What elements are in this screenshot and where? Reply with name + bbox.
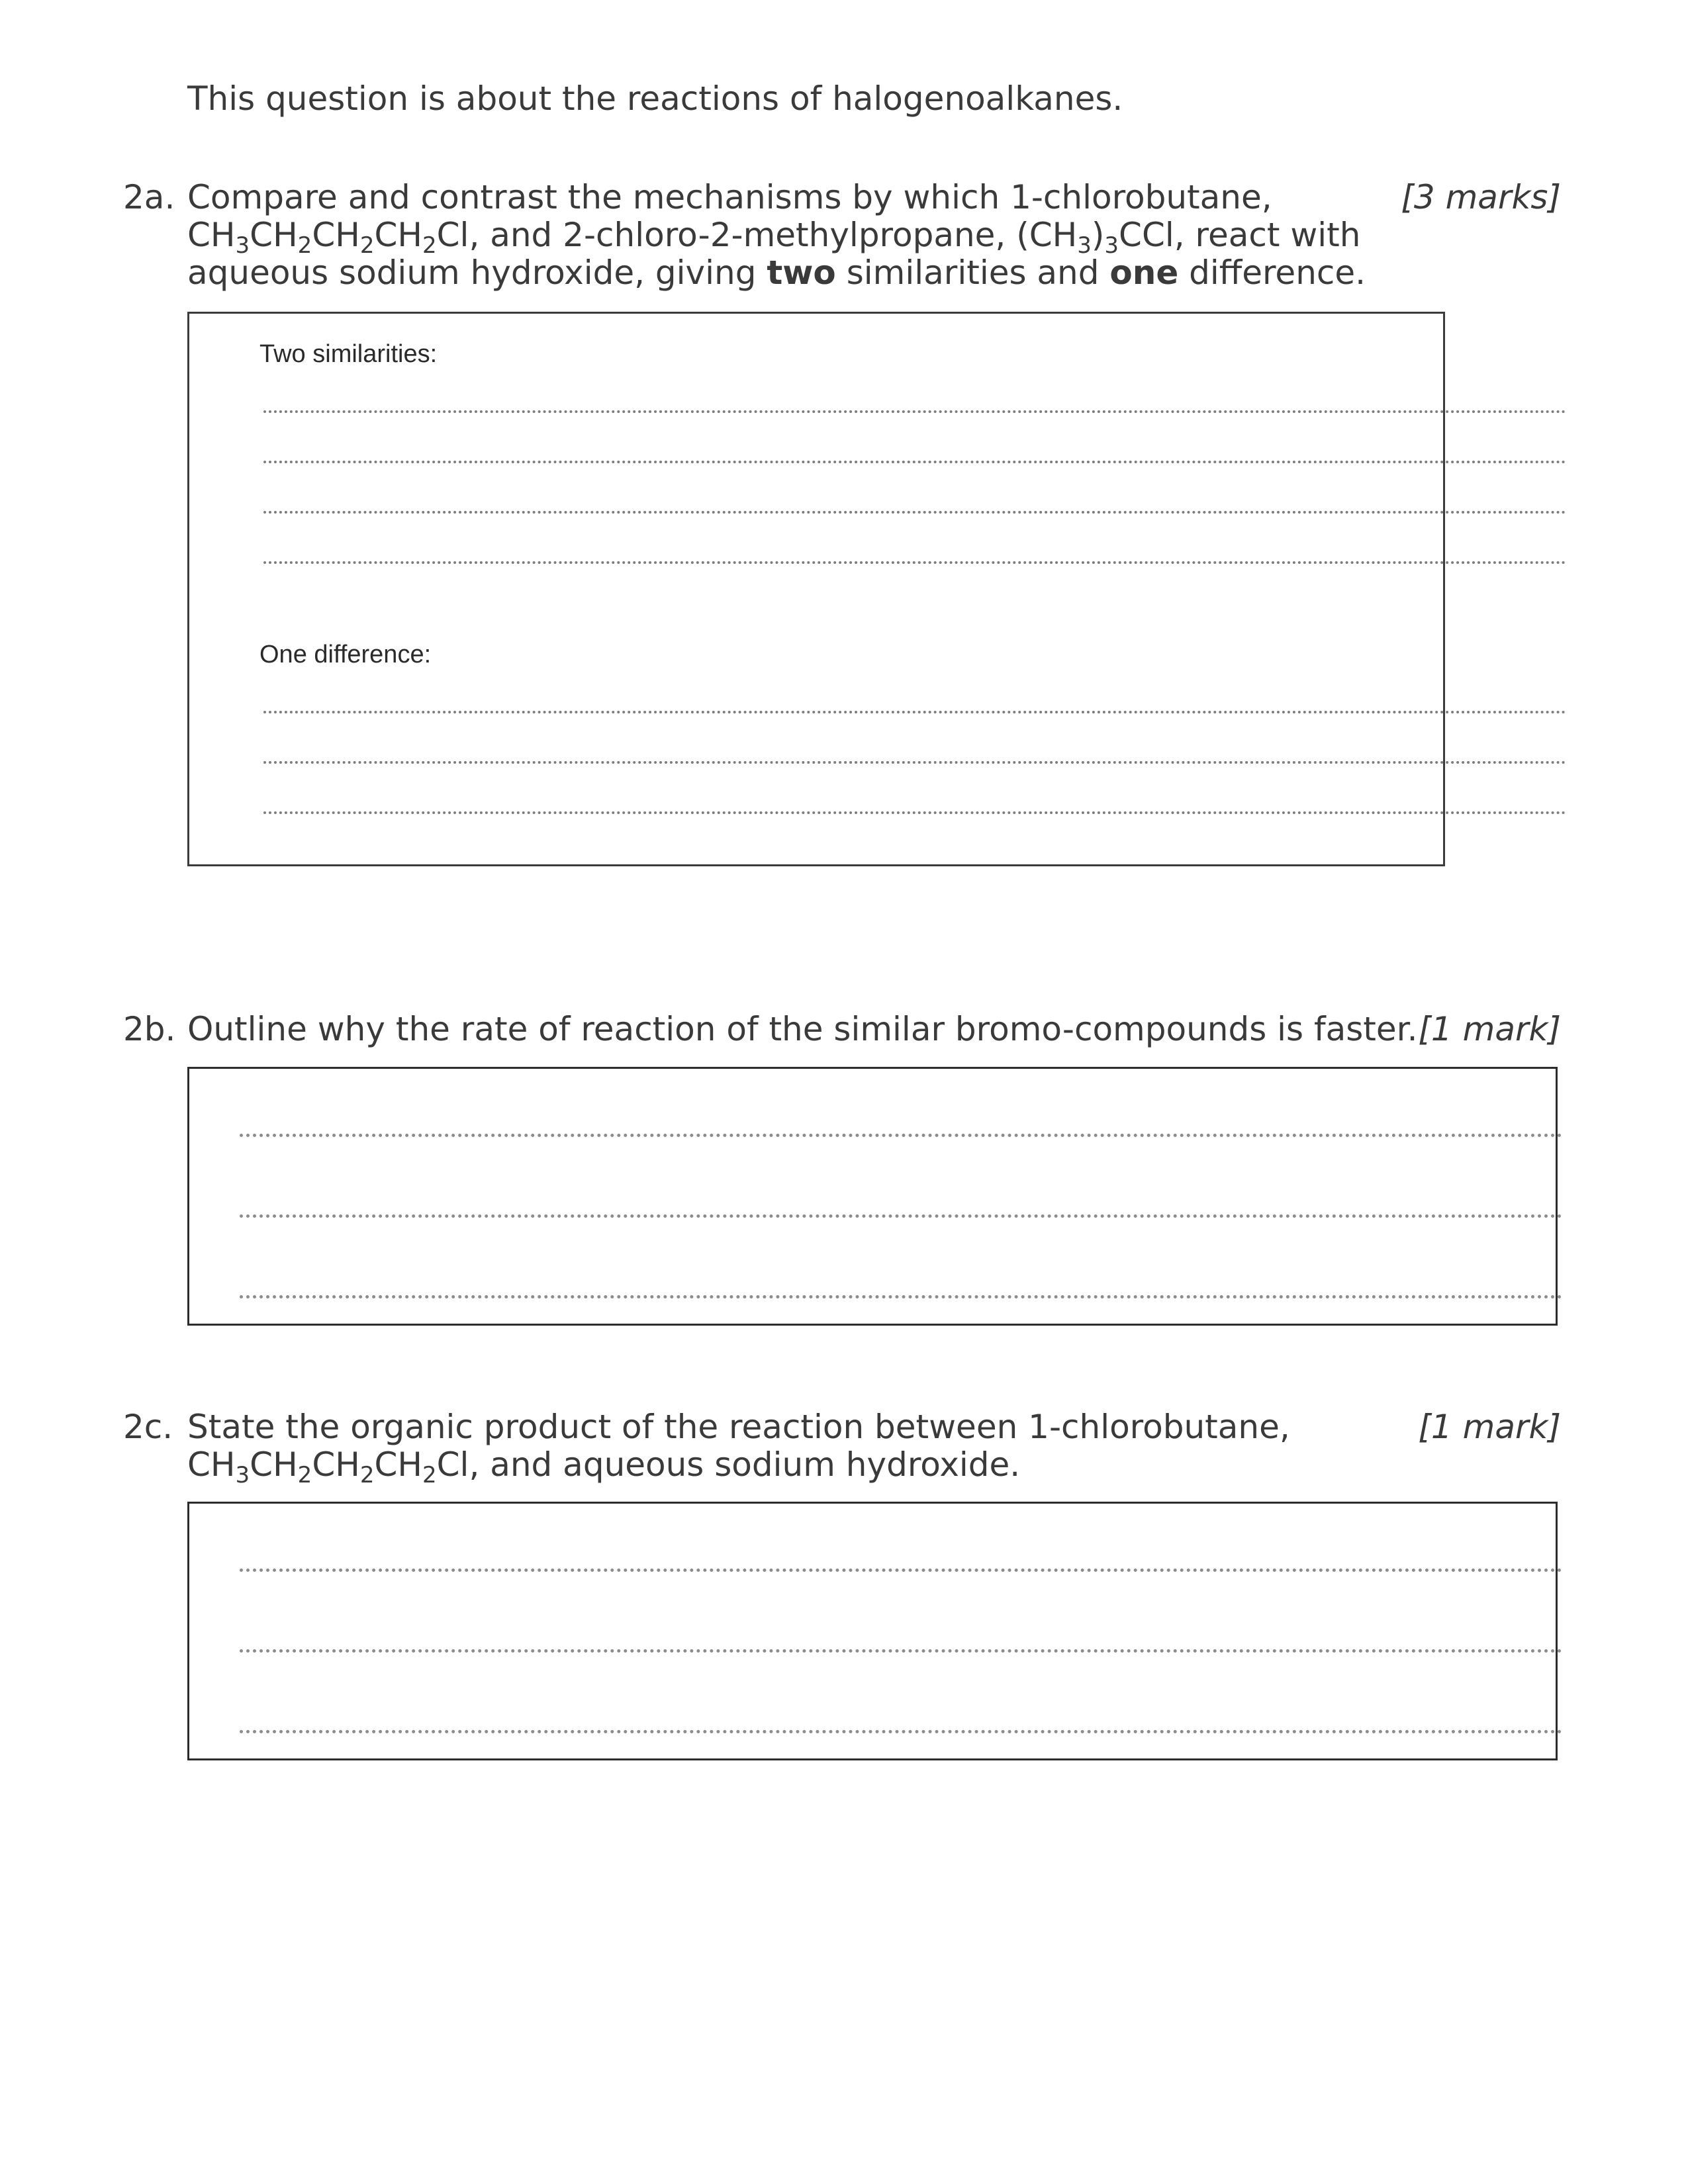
question-2a-number: 2a. (123, 178, 175, 216)
answer-line[interactable] (240, 1649, 1562, 1653)
question-2b-line-1: Outline why the rate of reaction of the similar bromo-compounds is faster. (187, 1010, 1418, 1048)
answer-line[interactable] (263, 711, 1566, 713)
answer-box-2c[interactable] (187, 1502, 1558, 1760)
answer-box-2b[interactable] (187, 1067, 1558, 1326)
answer-line[interactable] (263, 511, 1566, 514)
question-2b-number: 2b. (123, 1010, 176, 1048)
question-2c-line-2: $CH_3CH_2CH_2CH_2Cl$, and aqueous sodium hydroxide. (187, 1445, 1021, 1488)
answer-line[interactable] (263, 461, 1566, 463)
answer-line[interactable] (263, 410, 1566, 413)
answer-line[interactable] (240, 1569, 1562, 1572)
intro-text: This question is about the reactions of halogenoalkanes. (187, 79, 1123, 118)
question-2c-marks: [1 mark] (1418, 1408, 1561, 1446)
question-2b-marks: [1 mark] (1418, 1010, 1561, 1048)
question-2a-line-2: $CH_3CH_2CH_2CH_2Cl$, and 2-chloro-2-methylpropane, $(CH_3)_3CCl$, react with (187, 216, 1361, 259)
question-2c-number: 2c. (123, 1408, 173, 1446)
emphasis-one: one (1109, 253, 1179, 292)
answer-line[interactable] (263, 811, 1566, 814)
answer-line[interactable] (263, 761, 1566, 764)
difference-label: One difference: (259, 641, 432, 668)
question-2a-text (187, 179, 1366, 292)
question-2b-text (187, 1011, 1418, 1048)
similarities-label: Two similarities: (259, 340, 438, 368)
answer-line[interactable] (240, 1214, 1562, 1218)
answer-box-2a[interactable] (187, 312, 1445, 866)
answer-line[interactable] (240, 1730, 1562, 1733)
question-2c-line-1: State the organic product of the reaction between 1-chlorobutane, (187, 1408, 1290, 1446)
answer-line[interactable] (263, 561, 1566, 564)
emphasis-two: two (767, 253, 836, 292)
question-2c-text (187, 1408, 1290, 1488)
question-2a-line-3: aqueous sodium hydroxide, giving two similarities and one difference. (187, 253, 1366, 292)
answer-line[interactable] (240, 1295, 1562, 1298)
question-2a-marks: [3 marks] (1401, 178, 1561, 216)
question-2a-line-1: Compare and contrast the mechanisms by which 1-chlorobutane, (187, 178, 1272, 216)
answer-line[interactable] (240, 1134, 1562, 1137)
